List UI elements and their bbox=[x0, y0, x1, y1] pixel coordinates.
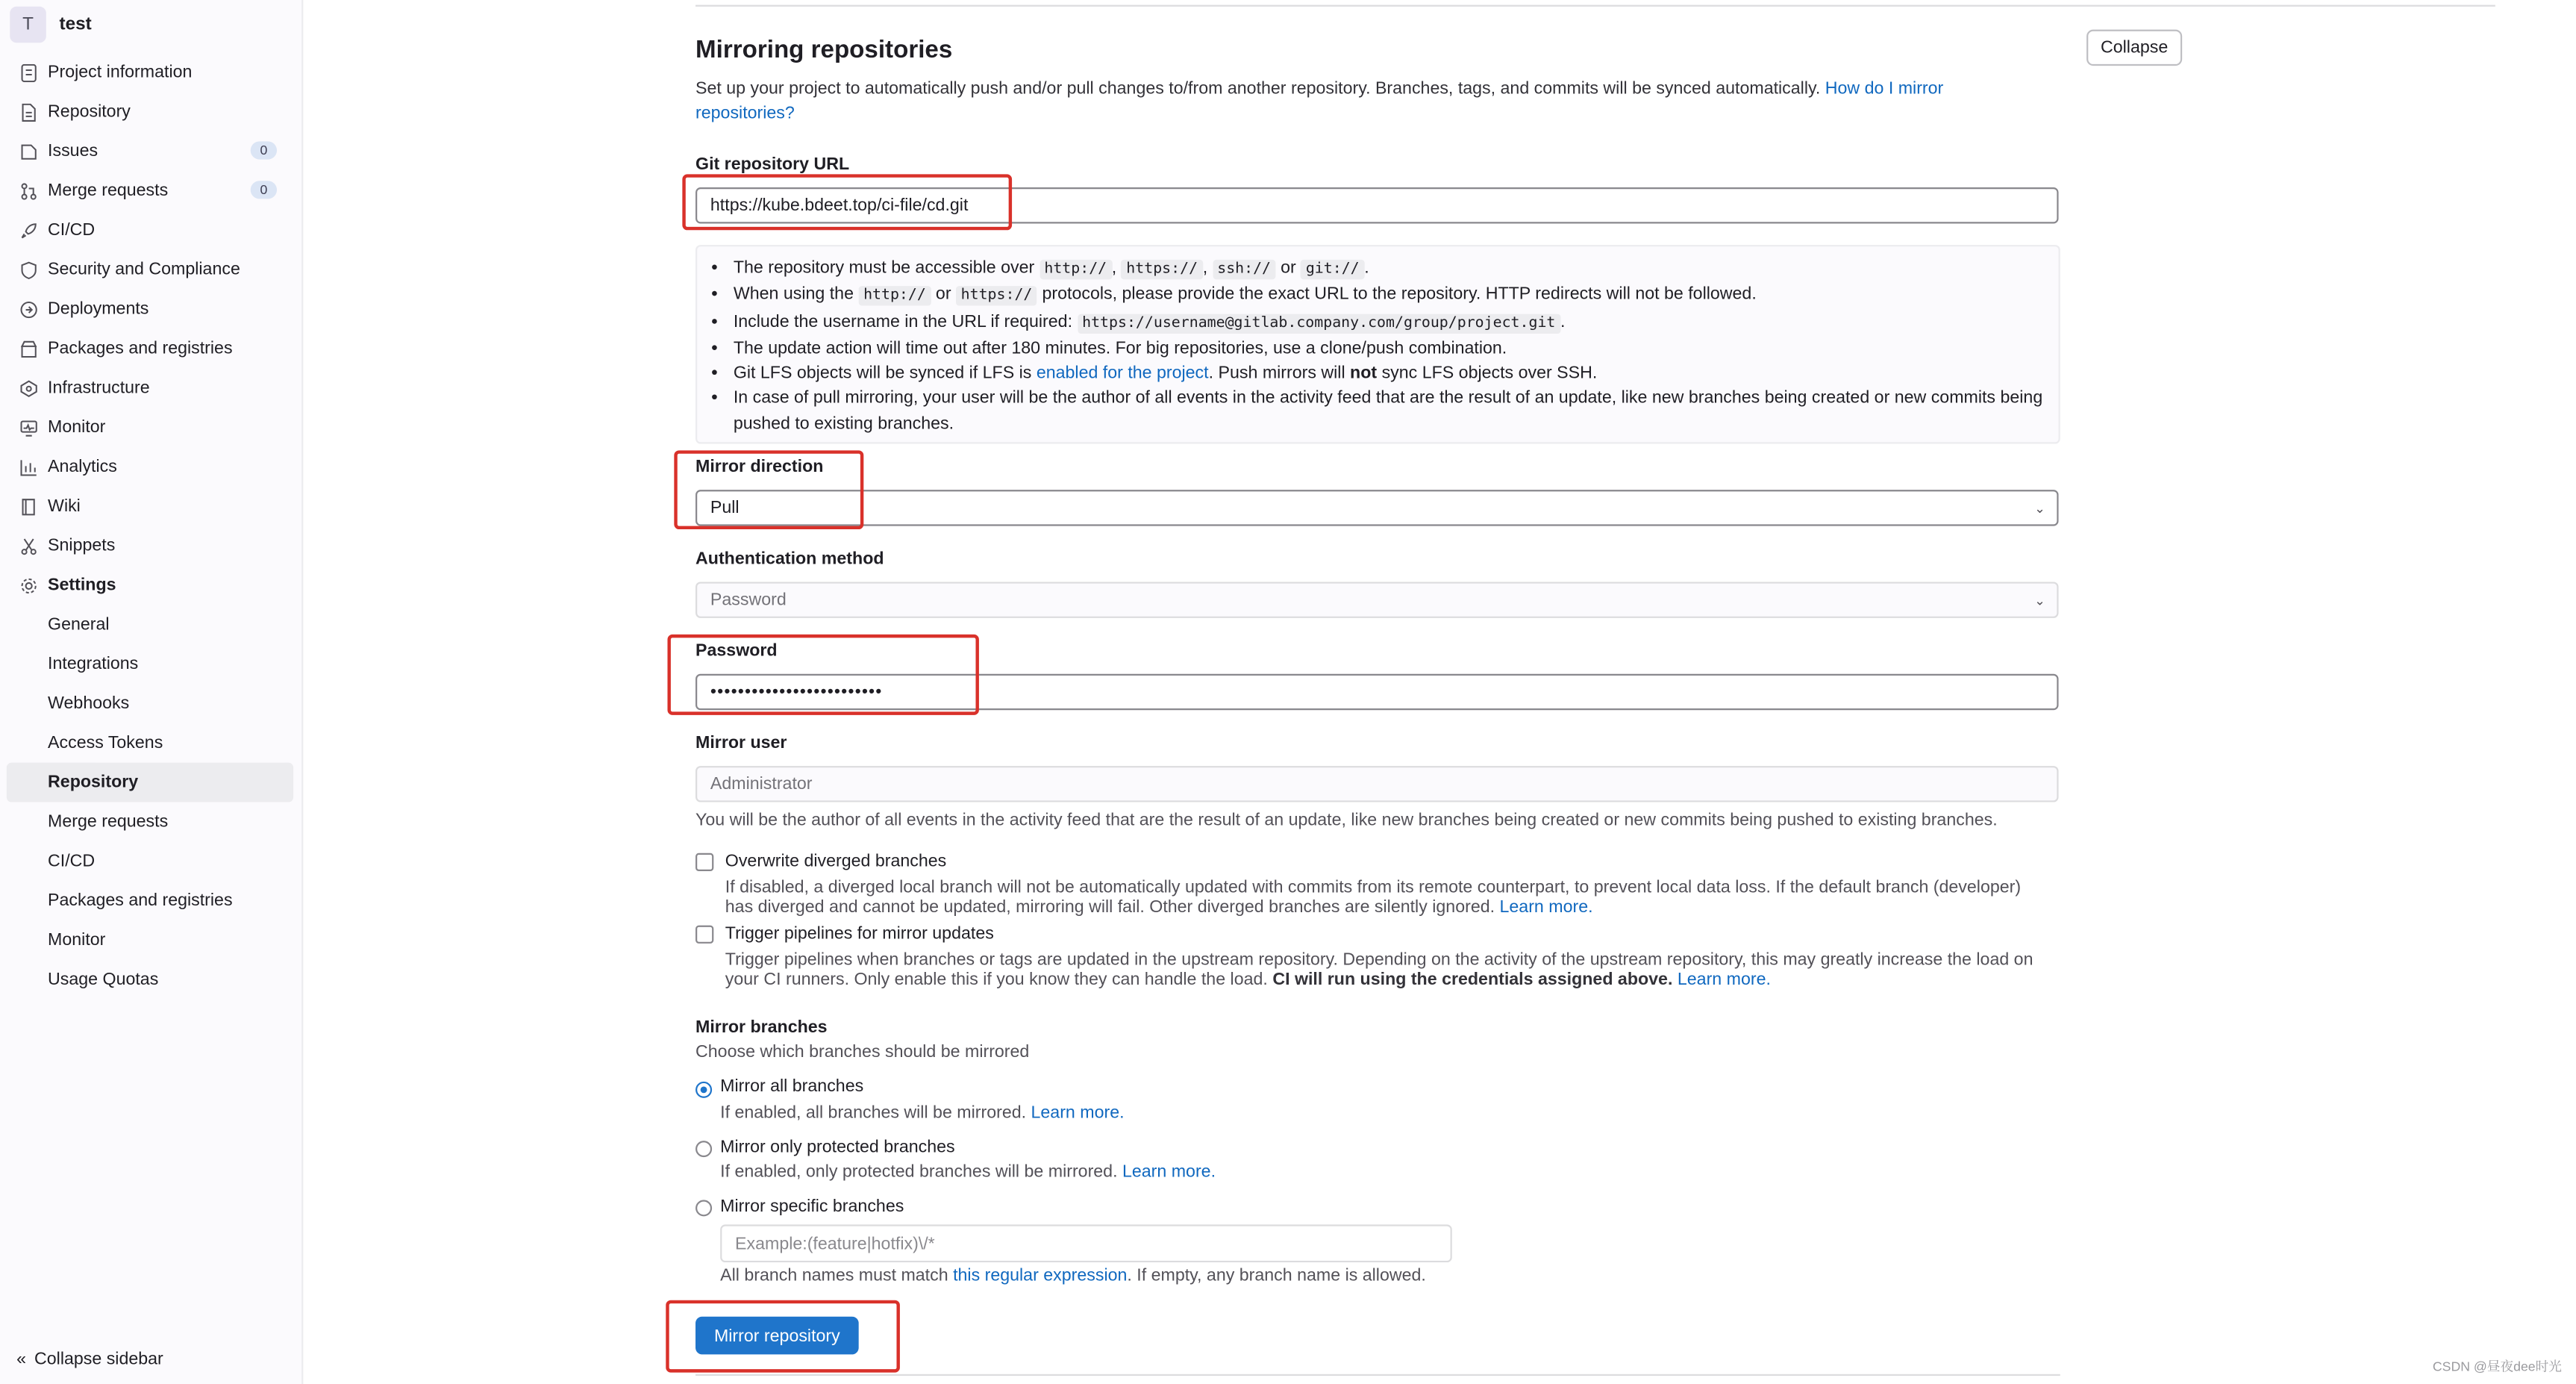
sidebar-item-label: Project information bbox=[48, 62, 193, 83]
mirror-all-branches-label: Mirror all branches bbox=[720, 1076, 864, 1097]
merge-requests-count-badge: 0 bbox=[251, 181, 277, 199]
git-url-value: https://kube.bdeet.top/ci-file/cd.git bbox=[710, 196, 969, 216]
overwrite-diverged-label: Overwrite diverged branches bbox=[725, 851, 947, 872]
info-item: • In case of pull mirroring, your user will be the author of all events in the activity feed that are the result of an update, like new branches being created or new commits being pushed to existing branches. bbox=[734, 387, 2059, 437]
settings-sub-usage-quotas[interactable]: Usage Quotas bbox=[48, 970, 159, 990]
scissors-icon bbox=[20, 537, 38, 555]
auth-method-label: Authentication method bbox=[695, 549, 884, 569]
cloud-icon bbox=[20, 379, 38, 397]
mirror-specific-branches-radio[interactable] bbox=[695, 1200, 712, 1216]
collapse-sidebar-button[interactable] bbox=[16, 1350, 163, 1369]
sidebar-item-analytics[interactable] bbox=[0, 447, 301, 487]
settings-sub-merge-requests[interactable]: Merge requests bbox=[48, 811, 169, 832]
merge-request-icon bbox=[20, 181, 38, 199]
sidebar-item-monitor[interactable] bbox=[0, 408, 301, 447]
settings-sub-packages[interactable]: Packages and registries bbox=[48, 891, 233, 911]
auth-method-select[interactable] bbox=[695, 582, 2059, 617]
settings-sub-repository[interactable]: Repository bbox=[7, 763, 293, 802]
file-icon bbox=[20, 103, 38, 121]
mirror-direction-select[interactable] bbox=[695, 490, 2059, 526]
trigger-pipelines-label: Trigger pipelines for mirror updates bbox=[725, 923, 994, 944]
auth-method-value: Password bbox=[710, 590, 787, 610]
gear-icon bbox=[20, 576, 38, 594]
sidebar-item-label: Merge requests bbox=[48, 181, 169, 201]
sidebar-item-infrastructure[interactable] bbox=[0, 368, 301, 408]
mirror-user-value: Administrator bbox=[710, 774, 813, 794]
chevron-down-icon: ⌄ bbox=[2034, 501, 2045, 517]
settings-sub-ci-cd[interactable]: CI/CD bbox=[48, 851, 96, 872]
sidebar-item-merge-requests[interactable] bbox=[0, 171, 301, 211]
project-avatar: T bbox=[10, 7, 46, 43]
double-chevron-left-icon: « bbox=[16, 1349, 26, 1370]
book-icon bbox=[20, 497, 38, 515]
overwrite-diverged-checkbox[interactable] bbox=[695, 853, 713, 871]
settings-sub-general[interactable]: General bbox=[48, 614, 110, 635]
mirror-all-branches-radio[interactable] bbox=[695, 1082, 712, 1098]
sidebar-item-label: Repository bbox=[48, 102, 131, 122]
issues-count-badge: 0 bbox=[251, 141, 277, 159]
info-item: • The update action will time out after 180 minutes. For big repositories, use a clone/push combination. bbox=[734, 337, 2059, 362]
section-title: Mirroring repositories bbox=[695, 36, 953, 64]
chart-icon bbox=[20, 458, 38, 476]
mirror-direction-value: Pull bbox=[710, 498, 740, 518]
branch-regex-input[interactable] bbox=[720, 1224, 1452, 1262]
overwrite-learn-more-link[interactable]: Learn more. bbox=[1499, 897, 1593, 917]
settings-sub-integrations[interactable]: Integrations bbox=[48, 654, 139, 674]
mirror-repository-button[interactable]: Mirror repository bbox=[695, 1317, 859, 1355]
sidebar-item-label: Snippets bbox=[48, 535, 116, 556]
sidebar-item-label: Security and Compliance bbox=[48, 259, 240, 280]
info-item: • Git LFS objects will be synced if LFS is enabled for the project. Push mirrors will not sync LFS objects over SSH. bbox=[734, 362, 2059, 387]
info-box bbox=[695, 245, 2060, 443]
collapse-sidebar-label: Collapse sidebar bbox=[34, 1349, 163, 1370]
sidebar-item-label: Packages and registries bbox=[48, 338, 233, 359]
branch-regex-placeholder: Example:(feature|hotfix)\/* bbox=[735, 1233, 935, 1253]
password-label: Password bbox=[695, 640, 778, 661]
package-icon bbox=[20, 340, 38, 358]
sidebar-item-settings[interactable] bbox=[0, 565, 301, 605]
mirror-branches-help: Choose which branches should be mirrored bbox=[695, 1042, 1030, 1062]
settings-sub-access-tokens[interactable]: Access Tokens bbox=[48, 733, 163, 753]
sidebar-item-label: Analytics bbox=[48, 457, 117, 477]
regular-expression-link[interactable]: this regular expression bbox=[953, 1265, 1128, 1285]
project-name: test bbox=[59, 14, 92, 35]
git-url-input[interactable] bbox=[695, 187, 2059, 223]
sidebar-item-label: CI/CD bbox=[48, 220, 96, 240]
overwrite-diverged-help: If disabled, a diverged local branch will not be automatically updated with commits from its remote counterpart, to prevent local data loss. If the default branch (developer) has diverged and cannot be updated, mirroring will fail. Other diverged branches are silently ignored. Learn more. bbox=[725, 877, 2022, 917]
deployments-icon bbox=[20, 300, 38, 318]
divider bbox=[695, 1374, 2060, 1376]
git-url-label: Git repository URL bbox=[695, 154, 850, 175]
rocket-icon bbox=[20, 221, 38, 239]
sidebar-item-security[interactable] bbox=[0, 250, 301, 290]
sidebar-item-wiki[interactable] bbox=[0, 487, 301, 526]
shield-icon bbox=[20, 261, 38, 278]
mirror-protected-learn-more-link[interactable]: Learn more. bbox=[1122, 1162, 1216, 1182]
info-icon bbox=[20, 63, 38, 81]
project-header[interactable] bbox=[10, 7, 91, 43]
mirror-user-label: Mirror user bbox=[695, 733, 787, 753]
watermark: CSDN @昼夜dee时光 bbox=[2432, 1359, 2562, 1374]
sidebar-item-label: Issues bbox=[48, 141, 99, 161]
mirror-protected-branches-radio[interactable] bbox=[695, 1141, 712, 1157]
sidebar-item-label: Infrastructure bbox=[48, 378, 150, 398]
section-description bbox=[695, 77, 2047, 126]
sidebar-item-repository[interactable] bbox=[0, 92, 301, 131]
sidebar-item-packages[interactable] bbox=[0, 328, 301, 368]
password-input[interactable] bbox=[695, 674, 2059, 710]
mirror-branches-label: Mirror branches bbox=[695, 1017, 828, 1038]
sidebar-item-label: Monitor bbox=[48, 417, 106, 437]
mirror-direction-label: Mirror direction bbox=[695, 457, 824, 477]
sidebar bbox=[0, 0, 303, 1384]
mirror-protected-branches-label: Mirror only protected branches bbox=[720, 1137, 955, 1158]
mirror-user-input bbox=[695, 766, 2059, 802]
issues-icon bbox=[20, 142, 38, 160]
collapse-button[interactable]: Collapse bbox=[2086, 30, 2182, 66]
sidebar-item-label: Settings bbox=[48, 575, 116, 596]
mirror-all-learn-more-link[interactable]: Learn more. bbox=[1031, 1103, 1125, 1123]
chevron-down-icon: ⌄ bbox=[2034, 593, 2045, 608]
divider bbox=[695, 5, 2495, 7]
monitor-icon bbox=[20, 418, 38, 436]
trigger-pipelines-checkbox[interactable] bbox=[695, 926, 713, 944]
how-to-mirror-link[interactable]: How do I mirror repositories? bbox=[695, 78, 1944, 124]
lfs-enabled-link[interactable]: enabled for the project bbox=[1036, 364, 1209, 384]
info-item: • The repository must be accessible over http:// , https:// , ssh:// or git:// . bbox=[734, 256, 2059, 283]
info-item: • Include the username in the URL if required: https://username@gitlab.company.com/group/project.git . bbox=[734, 310, 2059, 337]
trigger-learn-more-link[interactable]: Learn more. bbox=[1677, 970, 1771, 990]
sidebar-item-issues[interactable] bbox=[0, 131, 301, 171]
settings-sub-monitor[interactable]: Monitor bbox=[48, 930, 106, 950]
sidebar-nav bbox=[0, 52, 301, 999]
sidebar-item-project-information[interactable] bbox=[0, 52, 301, 92]
info-item: • When using the http:// or https:// protocols, please provide the exact URL to the repository. HTTP redirects will not be followed. bbox=[734, 283, 2059, 310]
sidebar-item-deployments[interactable] bbox=[0, 290, 301, 329]
mirror-user-help: You will be the author of all events in the activity feed that are the result of an update, like new branches being created or new commits being pushed to existing branches. bbox=[695, 810, 1998, 830]
trigger-pipelines-help: Trigger pipelines when branches or tags are updated in the upstream repository. Depending on the activity of the upstream repository, this may greatly increase the load on your CI runners. Only enable this if you know they can handle the load. CI will run using the credentials assigned above. Learn more. bbox=[725, 950, 2033, 990]
mirror-protected-branches-help: If enabled, only protected branches will be mirrored. Learn more. bbox=[720, 1162, 1216, 1182]
main-content bbox=[303, 0, 2576, 1384]
sidebar-item-label: Deployments bbox=[48, 299, 149, 319]
section-description-text: Set up your project to automatically push and/or pull changes to/from another repository. Branches, tags, and commits will be synced automatically. bbox=[695, 78, 1821, 99]
sidebar-item-snippets[interactable] bbox=[0, 526, 301, 566]
sidebar-item-ci-cd[interactable] bbox=[0, 211, 301, 250]
sidebar-item-label: Wiki bbox=[48, 496, 81, 517]
mirror-all-branches-help: If enabled, all branches will be mirrored. Learn more. bbox=[720, 1103, 1125, 1123]
mirror-specific-branches-label: Mirror specific branches bbox=[720, 1196, 904, 1217]
branch-regex-help: All branch names must match this regular expression. If empty, any branch name is allowed. bbox=[720, 1265, 1426, 1285]
password-value: ••••••••••••••••••••••••• bbox=[710, 682, 883, 702]
settings-sub-webhooks[interactable]: Webhooks bbox=[48, 693, 130, 714]
